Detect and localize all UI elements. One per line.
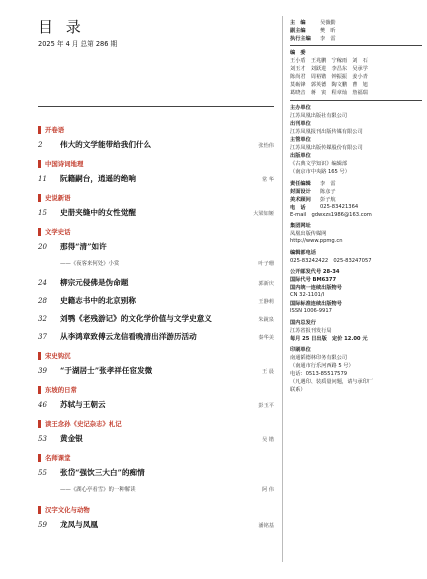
editor-line: 莫砺锋 郭英德 陶文鹏 曹 旭 — [290, 82, 368, 88]
article-title: 柳宗元侵佛是伪命题 — [60, 278, 129, 287]
toc-section — [38, 192, 274, 225]
toc-entry[interactable] — [38, 519, 274, 537]
staff-row — [290, 26, 422, 34]
article-title: “于湖居士”张孝祥任宦发微 — [60, 366, 153, 375]
section-title: 汉字文化与动物 — [45, 506, 90, 514]
article-author: 郭新庆 — [258, 281, 274, 287]
toc-entry[interactable] — [38, 295, 274, 313]
print-label: 印刷单位 — [290, 347, 311, 353]
cn-label: 国内统一连续出版物号 — [290, 285, 342, 291]
divider — [290, 100, 422, 101]
article-title: 苏轼与王朝云 — [60, 400, 106, 409]
authority-label: 主管单位 — [290, 137, 311, 143]
phone-row: 电 话 025-83421364 — [290, 204, 359, 211]
issue-info: 2025 年 4 月 总第 286 期 — [38, 40, 118, 48]
toc-entry[interactable] — [38, 485, 274, 503]
page-number: 24 — [38, 279, 47, 287]
article-author: 叶子珊 — [258, 261, 274, 267]
article-title: 刘鹗《老残游记》的文化学价值与文学史意义 — [60, 314, 212, 323]
staff-label: 主 编 — [290, 19, 306, 26]
toc-section — [38, 504, 274, 537]
divider — [290, 45, 422, 46]
article-author: 阿 伟 — [261, 487, 274, 493]
page-number: 15 — [38, 209, 47, 217]
section-marker — [38, 352, 41, 360]
toc-entry[interactable] — [38, 433, 274, 451]
toc-entry[interactable] — [38, 173, 274, 191]
staff-row — [290, 34, 422, 42]
masthead — [290, 18, 422, 394]
cn-value: CN 32-1101/I — [290, 292, 325, 298]
page-number: 32 — [38, 315, 47, 323]
article-title: 黄金银 — [60, 434, 83, 443]
staff-label: 美术顾问 — [290, 196, 311, 203]
article-author: 王静莉 — [258, 299, 274, 305]
date-price: 每月 25 日出版 定价 12.00 元 — [290, 336, 368, 342]
staff-name: 彭子航 — [320, 196, 336, 203]
editor-line: 王小盾 王兆鹏 宁稼雨 刘 石 — [290, 58, 368, 64]
section-title: 开卷语 — [45, 126, 65, 134]
staff-label: 执行主编 — [290, 35, 311, 42]
page-number: 20 — [38, 243, 47, 251]
section-header — [38, 350, 274, 361]
section-header — [38, 192, 274, 203]
section-header — [38, 124, 274, 135]
section-marker — [38, 126, 41, 134]
page-number: 46 — [38, 401, 47, 409]
toc-entry[interactable] — [38, 365, 274, 383]
article-author: 潘铭基 — [258, 523, 274, 529]
divider — [38, 106, 274, 107]
dist-label: 国内总发行 — [290, 320, 316, 326]
print-line: （南通市行乐河西路 5 号） — [290, 363, 354, 369]
toc-section — [38, 158, 274, 191]
article-title: 龙凤与凤凰 — [60, 520, 98, 529]
toc-section — [38, 350, 274, 383]
sponsor-value: 江苏凤凰出版社有限公司 — [290, 113, 348, 119]
staff-name: 吴薇勤 — [320, 19, 336, 26]
page-number: 55 — [38, 469, 47, 477]
section-marker — [38, 386, 41, 394]
section-header — [38, 504, 274, 515]
article-author: 彭玉平 — [258, 403, 274, 409]
section-marker — [38, 506, 41, 514]
page-number: 59 — [38, 521, 47, 529]
page-number: 53 — [38, 435, 47, 443]
print-line: 联系） — [290, 387, 306, 393]
site-label: 集团网址 — [290, 223, 311, 229]
section-marker — [38, 420, 41, 428]
toc-header — [38, 16, 274, 48]
toc-entry[interactable] — [38, 139, 274, 157]
section-title: 文学史话 — [45, 228, 71, 236]
section-header — [38, 158, 274, 169]
host-line: 江苏凤凰报刊出版传媒有限公司 — [290, 129, 363, 135]
page-number: 2 — [38, 141, 43, 149]
toc-entry[interactable] — [38, 399, 274, 417]
toc-entry[interactable] — [38, 313, 274, 331]
article-title: 史册夹缝中的女性觉醒 — [60, 208, 136, 217]
page-number: 39 — [38, 367, 47, 375]
section-marker — [38, 454, 41, 462]
print-line: （凡遇印、装质量问题，请与承印厂 — [290, 379, 374, 385]
article-title: 张岱“强饮三大白”的痴情 — [60, 468, 145, 477]
editor-line: 陈尚君 周裕锴 钟振振 姜小青 — [290, 74, 368, 80]
staff-row — [290, 195, 422, 203]
toc-section — [38, 124, 274, 157]
editors-label: 编 委 — [290, 50, 306, 56]
publisher-line: 《古典文学知识》编辑部 — [290, 161, 348, 167]
host-label: 出刊单位 — [290, 121, 311, 127]
editor-line: 刘玉才 刘跃进 李昌东 吴承学 — [290, 66, 368, 72]
page-number: 37 — [38, 333, 47, 341]
article-title: 阮籍嗣台，逍遥的绝响 — [60, 174, 136, 183]
toc-list — [38, 124, 274, 538]
section-marker — [38, 160, 41, 168]
article-author: 朱銳泉 — [258, 317, 274, 323]
editor-line: 葛晓音 蒋 寅 程章灿 詹福瑞 — [290, 90, 368, 96]
article-author: 吴 锴 — [261, 437, 274, 443]
section-marker — [38, 228, 41, 236]
toc-entry[interactable] — [38, 467, 274, 485]
staff-label: 副主编 — [290, 27, 306, 34]
toc-section — [38, 452, 274, 503]
section-title: 东坡的日常 — [45, 386, 77, 394]
page-title: 目 录 — [38, 18, 85, 36]
intl-code: 国际代号 BM6377 — [290, 277, 337, 283]
staff-label: 责任编辑 — [290, 180, 311, 187]
site-url[interactable]: http://www.ppmg.cn — [290, 238, 343, 244]
section-title: 名师课堂 — [45, 454, 71, 462]
issn-label: 国际标准连续出版物号 — [290, 301, 342, 307]
article-title: 伟大的文学能带给我们什么 — [60, 140, 152, 149]
print-line: 电话：0513-85517579 — [290, 371, 348, 377]
toc-section — [38, 418, 274, 451]
authority-value: 江苏凤凰出版传媒股份有限公司 — [290, 145, 363, 151]
toc-entry[interactable] — [38, 241, 274, 259]
section-marker — [38, 194, 41, 202]
publisher-label: 出版单位 — [290, 153, 311, 159]
site-name: 凤凰出版传媒网 — [290, 231, 327, 237]
page-number: 11 — [38, 175, 47, 183]
article-author: 王 晨 — [261, 369, 274, 375]
staff-name: 李 雷 — [320, 180, 336, 187]
page-number: 28 — [38, 297, 47, 305]
toc-entry[interactable] — [38, 331, 274, 349]
issn-value: ISSN 1006-9917 — [290, 308, 332, 314]
staff-row — [290, 179, 422, 187]
staff-name: 李 雷 — [320, 35, 336, 42]
section-header — [38, 452, 274, 463]
staff-name: 陈彦子 — [320, 188, 336, 195]
section-title: 史说新语 — [45, 194, 71, 202]
article-title: 那得“清”如许 — [60, 242, 107, 251]
article-author: 秦华美 — [258, 335, 274, 341]
article-title: ——《湖心亭看雪》的一种解读 — [60, 487, 136, 493]
section-header — [38, 418, 274, 429]
publisher-line: （南京市中央路 165 号） — [290, 169, 350, 175]
article-title: 从李鸿章致傅云龙信看晚清出洋游历活动 — [60, 332, 197, 341]
section-header — [38, 384, 274, 395]
section-title: 中国诗词地理 — [45, 160, 84, 168]
section-header — [38, 226, 274, 237]
section-title: 读王念孙《史记杂志》札记 — [45, 420, 122, 428]
section-title: 宋史钩沉 — [45, 352, 71, 360]
staff-row — [290, 187, 422, 195]
staff-label: 封面设计 — [290, 188, 311, 195]
email-line: E-mail gdwxzs1986@163.com — [290, 212, 372, 218]
dept-label: 编辑部电话 — [290, 250, 316, 256]
postal-code: 公开邮发代号 28-34 — [290, 269, 340, 275]
article-author: 常 华 — [261, 177, 274, 183]
toc-section — [38, 226, 274, 349]
toc-entry[interactable] — [38, 277, 274, 295]
column-divider — [282, 16, 283, 562]
staff-name: 樊 昕 — [320, 27, 336, 34]
toc-section — [38, 384, 274, 417]
print-line: 南通韬德林印务有限公司 — [290, 355, 348, 361]
toc-entry[interactable] — [38, 259, 274, 277]
article-title: 史籍志书中的北京别称 — [60, 296, 136, 305]
article-title: ——《夜客来何处》小赏 — [60, 261, 120, 267]
toc-entry[interactable] — [38, 207, 274, 225]
dist-value: 江苏省报刊发行局 — [290, 328, 332, 334]
sponsor-label: 主办单位 — [290, 105, 311, 111]
article-author: 大梁如姬 — [253, 211, 274, 217]
dept-phone: 025-83242422 025-83247057 — [290, 258, 372, 264]
article-author: 张怡伟 — [258, 143, 274, 149]
staff-row — [290, 18, 422, 26]
